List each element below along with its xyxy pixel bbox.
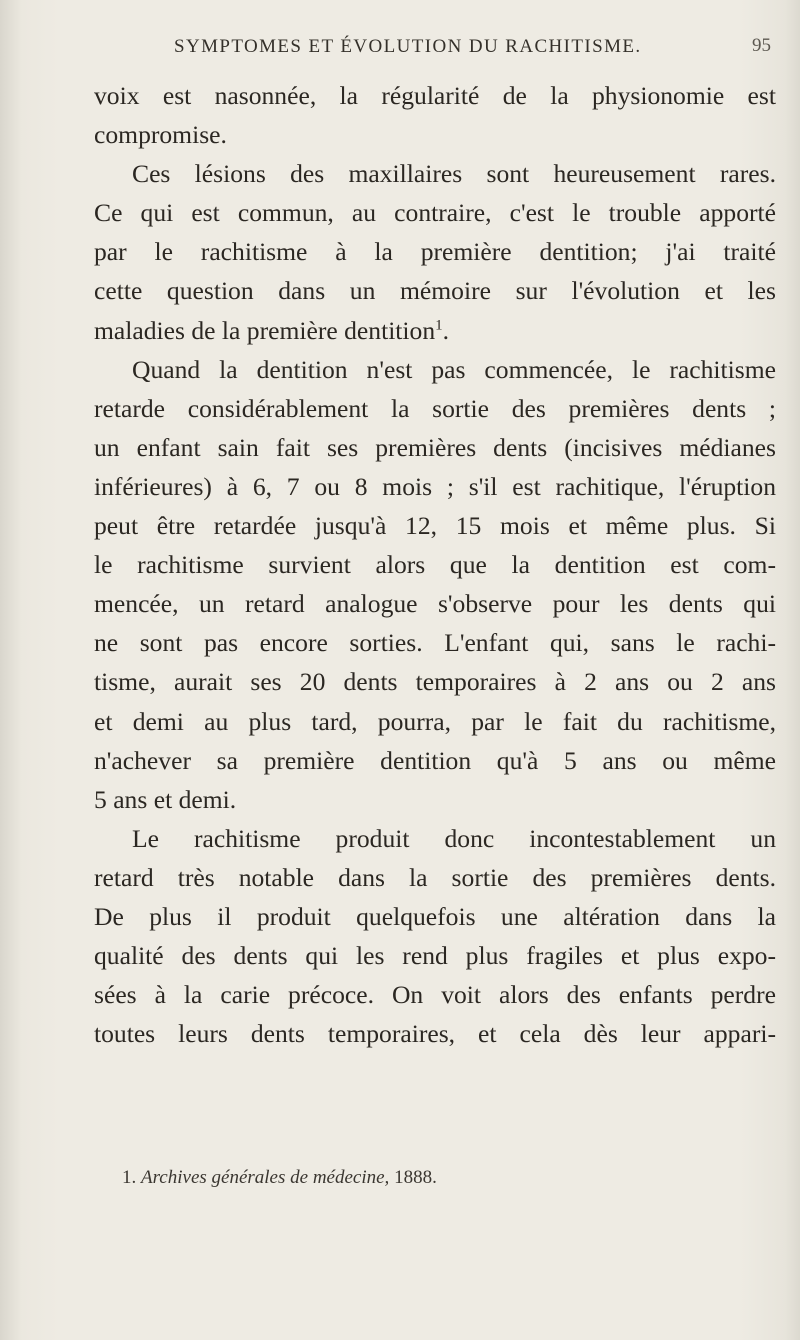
text-line	[94, 975, 776, 1014]
text-line-content: Quand la dentition n'est pas commencée, le rachitisme	[132, 354, 776, 384]
text-line	[94, 232, 776, 271]
text-line-content: le rachitisme survient alors que la dentition est com-	[94, 550, 776, 580]
text-line-content: retarde considérablement la sortie des premières dents ;	[94, 393, 776, 423]
text-line	[94, 545, 776, 584]
text-line-content: ne sont pas encore sorties. L'enfant qui, sans le rachi-	[94, 628, 776, 658]
text-line-content: par le rachitisme à la première dentition; j'ai traité	[94, 237, 776, 267]
footnote	[122, 1167, 437, 1189]
text-line-content: 5 ans et demi.	[94, 784, 237, 814]
text-line	[94, 1014, 776, 1053]
text-line-content: inférieures) à 6, 7 ou 8 mois ; s'il est rachitique, l'éruption	[94, 471, 776, 501]
text-line	[94, 506, 776, 545]
text-line	[94, 193, 776, 232]
text-line-content: compromise.	[94, 120, 227, 150]
footnote-marker: 1	[435, 317, 443, 334]
footnote-title: Archives générales de médecine,	[141, 1167, 390, 1188]
running-head	[0, 22, 800, 62]
text-line	[94, 350, 776, 389]
text-line-content: qualité des dents qui les rend plus fragiles et plus expo-	[94, 941, 776, 971]
text-line	[94, 741, 776, 780]
text-line-content: et demi au plus tard, pourra, par le fait du rachitisme,	[94, 706, 776, 736]
text-line-content: un enfant sain fait ses premières dents (incisives médianes	[94, 432, 776, 462]
text-line	[94, 428, 776, 467]
text-line	[94, 702, 776, 741]
text-line	[94, 311, 776, 350]
text-line-content: n'achever sa première dentition qu'à 5 ans ou même	[94, 745, 776, 775]
text-line	[94, 584, 776, 623]
footnote-number: 1.	[122, 1167, 137, 1188]
text-line-content: retard très notable dans la sortie des premières dents.	[94, 862, 776, 892]
text-line-content: Ce qui est commun, au contraire, c'est le trouble apporté	[94, 198, 776, 228]
text-line-content: maladies de la première dentition	[94, 315, 436, 345]
running-title: SYMPTOMES ET ÉVOLUTION DU RACHITISME.	[174, 36, 642, 57]
text-line	[94, 154, 776, 193]
text-line	[94, 271, 776, 310]
punctuation: .	[442, 315, 450, 345]
footnote-year: 1888.	[394, 1167, 437, 1188]
text-line	[94, 780, 776, 819]
text-line	[94, 662, 776, 701]
text-line	[94, 936, 776, 975]
text-line	[94, 819, 776, 858]
text-line-content: voix est nasonnée, la régularité de la physionomie est	[94, 81, 776, 110]
text-line-content: peut être retardée jusqu'à 12, 15 mois et même plus. Si	[94, 511, 776, 541]
text-line-content: toutes leurs dents temporaires, et cela dès leur appari-	[94, 1019, 776, 1049]
body-text	[94, 76, 776, 1053]
text-line-content: tisme, aurait ses 20 dents temporaires à 2 ans ou 2 ans	[94, 667, 776, 697]
text-line	[94, 76, 776, 115]
text-line	[94, 389, 776, 428]
text-line	[94, 858, 776, 897]
text-line-content: De plus il produit quelquefois une altération dans la	[94, 901, 776, 931]
text-line-content: mencée, un retard analogue s'observe pour les dents qui	[94, 589, 776, 619]
text-line	[94, 115, 776, 154]
text-line	[94, 897, 776, 936]
text-line-content: sées à la carie précoce. On voit alors des enfants perdre	[94, 980, 776, 1010]
text-line	[94, 467, 776, 506]
text-line-content: Le rachitisme produit donc incontestablement un	[132, 823, 776, 853]
page-number: 95	[752, 35, 771, 56]
text-line-content: cette question dans un mémoire sur l'évolution et les	[94, 276, 776, 306]
text-line	[94, 623, 776, 662]
text-line-content: Ces lésions des maxillaires sont heureusement rares.	[132, 159, 776, 189]
